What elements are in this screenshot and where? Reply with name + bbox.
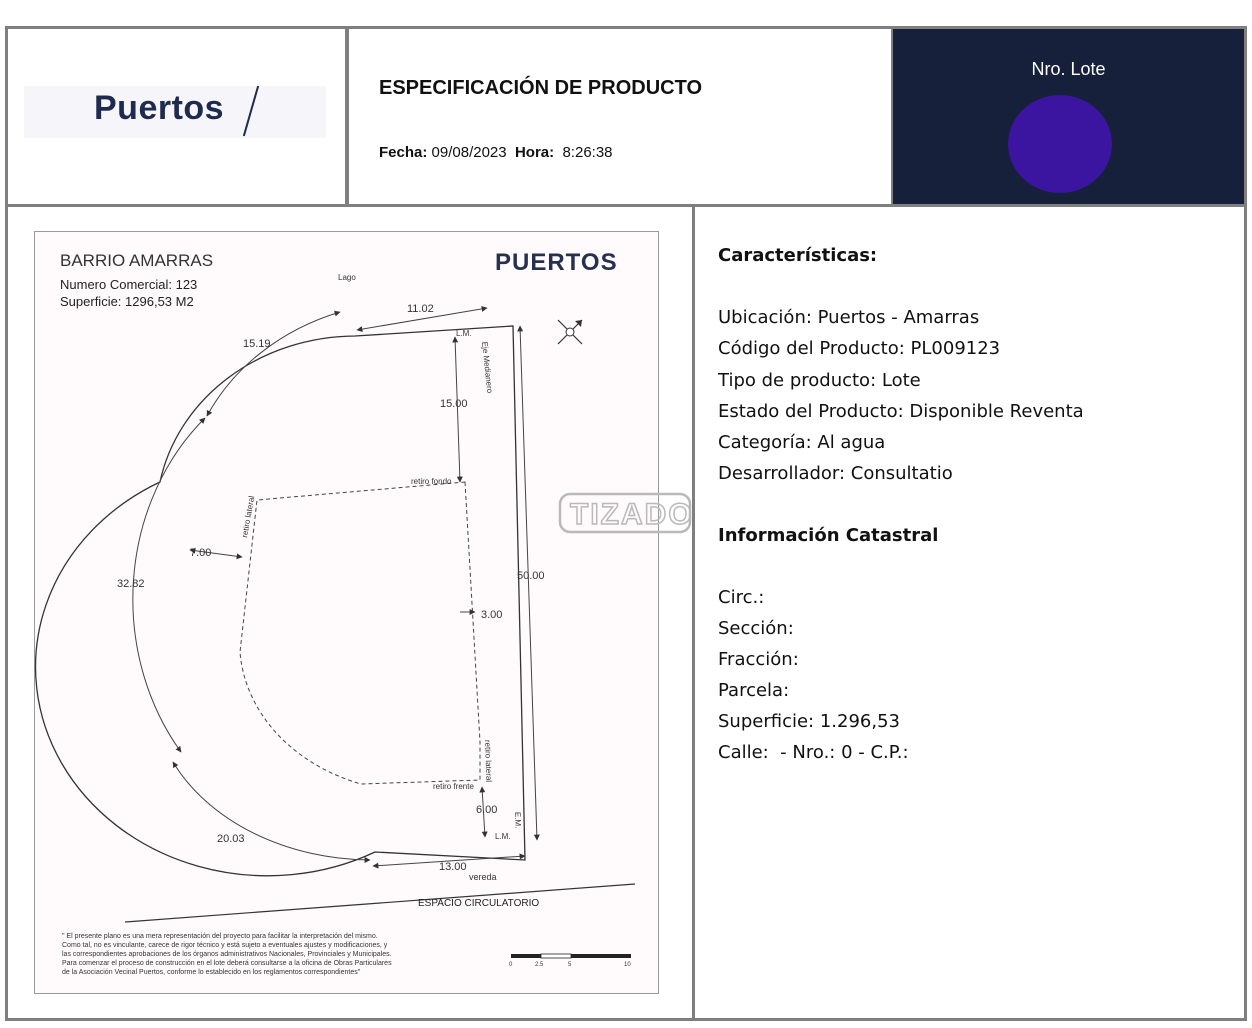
hora-label: Hora: (514, 144, 555, 161)
svg-text:0: 0 (509, 962, 513, 968)
dim-1519: 15.19 (243, 338, 271, 350)
road-line (125, 884, 635, 922)
hora-value: 8:26:38 (562, 144, 613, 161)
disclaimer-line-4: Para comenzar el proceso de construcción en el lote deberá consultarse a la oficina de Obras Particulares (62, 960, 392, 967)
desarrollador: Desarrollador: Consultatio (718, 463, 953, 484)
lot-number-label: Nro. Lote (1031, 59, 1106, 79)
lot-number-circle (1008, 95, 1112, 193)
caracteristicas-title: Características: (718, 245, 878, 266)
espacio-circulatorio-label: ESPACIO CIRCULATORIO (418, 898, 540, 909)
svg-text:5: 5 (568, 962, 572, 968)
svg-text:2.5: 2.5 (535, 962, 544, 968)
tipo-producto: Tipo de producto: Lote (718, 370, 921, 391)
barrio-name: BARRIO AMARRAS (60, 251, 214, 270)
codigo-producto: Código del Producto: PL009123 (718, 338, 1001, 359)
lm-top-label: L.M. (456, 329, 472, 338)
retiro-lateral-right-label: retiro lateral (483, 739, 494, 783)
retiro-lateral-left-label: retiro lateral (240, 495, 257, 539)
retiro-frente-label: retiro frente (433, 782, 474, 791)
dim-300: 3.00 (481, 609, 503, 621)
disclaimer-line-3: las correspondientes aprobaciones de los órganos administrativos Nacionales, Provinciales y Municipales. (62, 951, 392, 958)
tizado-watermark (560, 494, 694, 532)
disclaimer-line-1: " El presente plano es una mera representación del proyecto para facilitar la interpretación del mismo. (62, 933, 378, 940)
dim-arc-2003 (173, 762, 370, 860)
plan-brand: PUERTOS (495, 249, 618, 276)
svg-text:10: 10 (624, 962, 631, 968)
lago-label: Lago (338, 273, 356, 282)
ubicacion: Ubicación: Puertos - Amarras (718, 307, 980, 328)
estado-producto: Estado del Producto: Disponible Reventa (718, 401, 1084, 422)
eje-medianero-label: Eje Medianero (480, 341, 495, 394)
lot-plan-cell (8, 207, 692, 1018)
plan-superficie: Superficie: 1296,53 M2 (60, 294, 194, 309)
date-time (379, 144, 613, 161)
fecha-label: Fecha: (379, 144, 428, 161)
em-label: E.M. (513, 811, 523, 829)
dim-3282: 32.82 (117, 578, 145, 590)
catastral-title: Información Catastral (718, 525, 939, 546)
dim-600: 6.00 (476, 804, 498, 816)
building-envelope (240, 482, 480, 784)
north-arrow-icon (558, 320, 582, 344)
lot-number-panel (893, 29, 1244, 204)
plan-svg (35, 232, 694, 992)
seccion: Sección: (718, 618, 794, 639)
lot-plan-drawing (34, 231, 694, 994)
disclaimer-line-2: Como tal, no es vinculante, carece de rigor técnico y está sujeto a eventuales ajustes y modificaciones, y (62, 942, 388, 949)
fraccion: Fracción: (718, 649, 799, 670)
dim-arc-1519 (207, 312, 340, 416)
dim-5000: 50.00 (517, 570, 545, 582)
dim-2003: 20.03 (217, 833, 245, 845)
catastral-superficie: Superficie: 1.296,53 (718, 711, 900, 732)
calle: Calle: - Nro.: 0 - C.P.: (718, 742, 909, 763)
svg-text:TIZADO: TIZADO (570, 498, 694, 531)
fecha-value: 09/08/2023 (431, 144, 507, 161)
retiro-fondo-label: retiro fondo (411, 477, 452, 486)
scale-bar (509, 954, 631, 968)
document-title: ESPECIFICACIÓN DE PRODUCTO (379, 77, 702, 99)
dim-1500: 15.00 (440, 398, 468, 410)
puertos-logo: Puertos (94, 89, 225, 127)
vereda-label: vereda (469, 872, 497, 882)
parcela: Parcela: (718, 680, 790, 701)
dim-1300: 13.00 (439, 861, 467, 873)
characteristics-panel (695, 207, 1244, 1018)
dim-1102: 11.02 (407, 303, 434, 315)
dim-700: 7.00 (190, 547, 212, 559)
categoria: Categoría: Al agua (718, 432, 886, 453)
disclaimer-line-5: de la Asociación Vecinal Puertos, conforme lo establecido en los reglamentos correspondientes" (62, 969, 361, 976)
logo-cell (8, 29, 345, 204)
lm-bottom-label: L.M. (495, 832, 511, 841)
title-cell (349, 29, 891, 204)
circ: Circ.: (718, 587, 765, 608)
numero-comercial: Numero Comercial: 123 (60, 277, 198, 292)
